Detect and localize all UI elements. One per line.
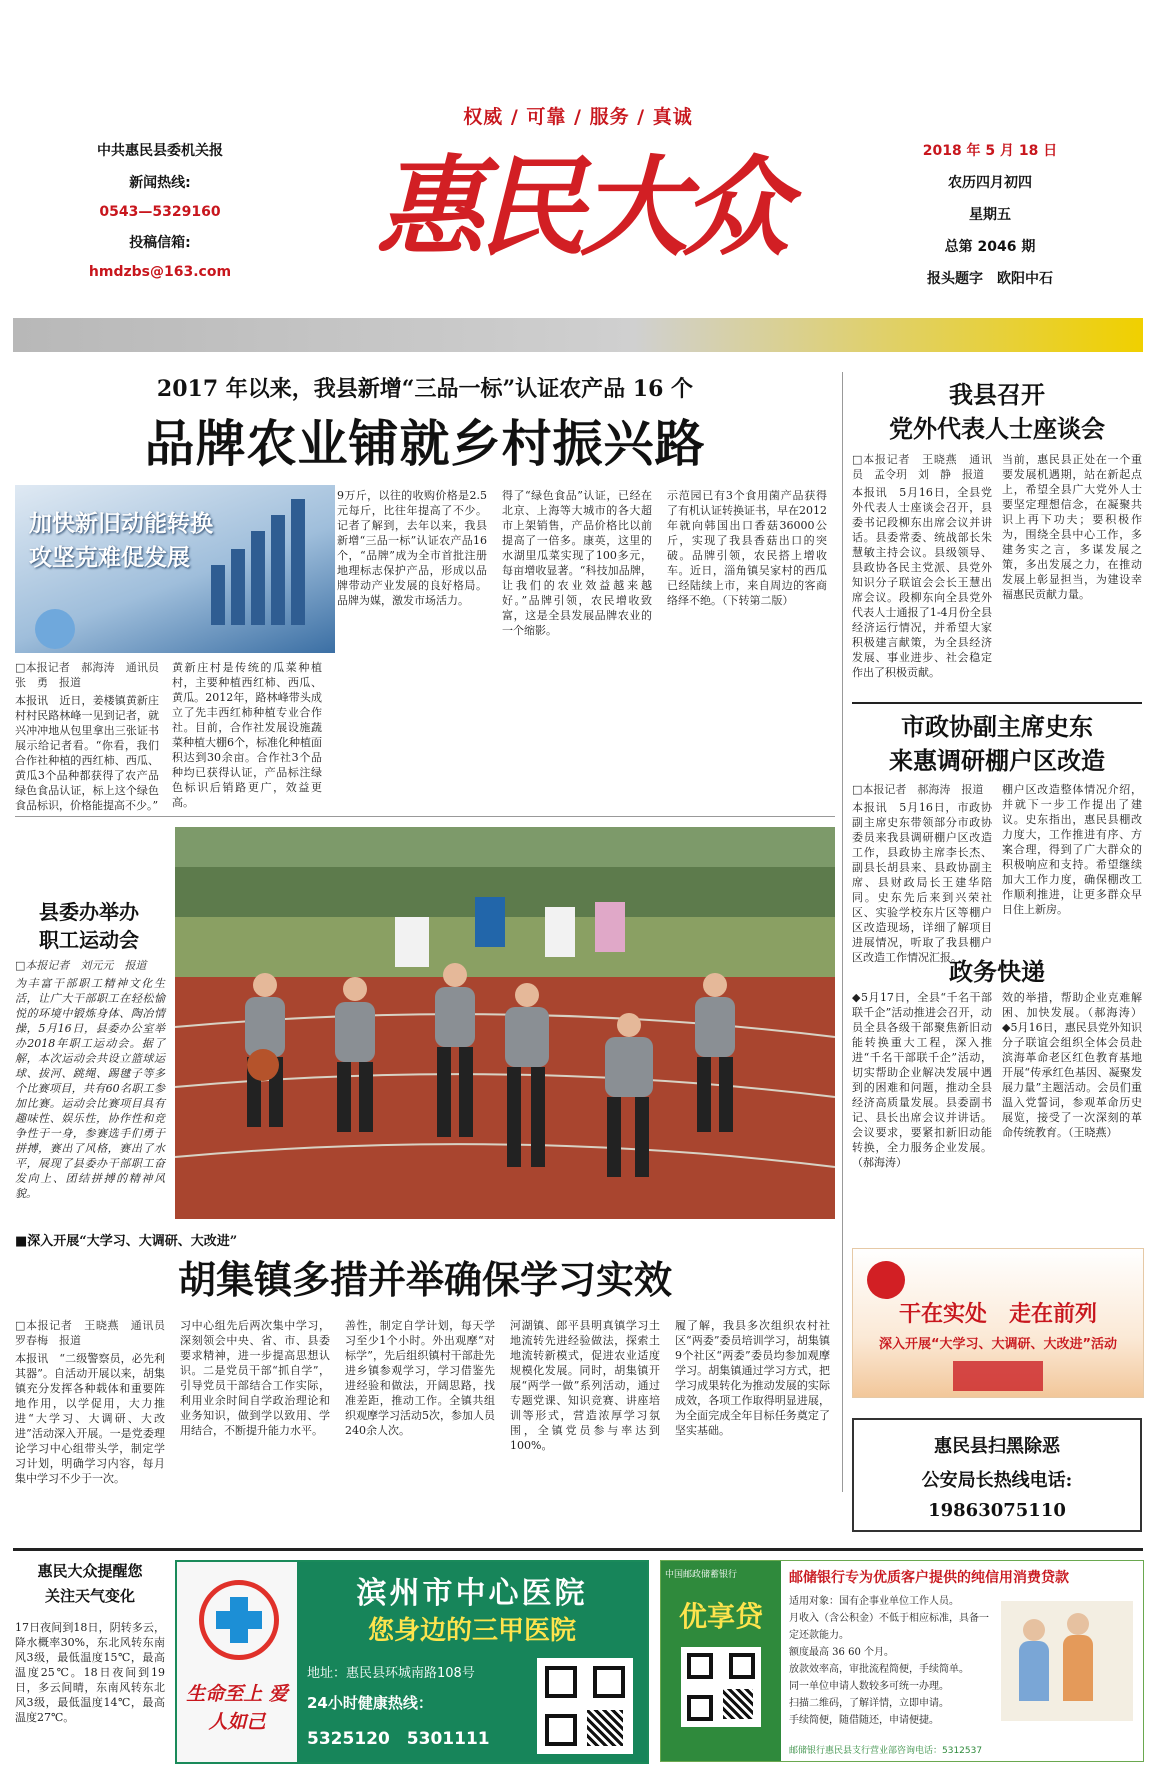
side2-headline-line1: 市政协副主席史东 (901, 712, 1093, 741)
news-col2-text: 效的举措，帮助企业克难解困、加快发展。（郝海涛）◆5月16日，惠民县党外知识分子联谊会组织全体会员赴滨海革命老区红色教育基地开展“传承红色基因、凝聚发展力量”主题活动。会员们重温入党誓词，参观革命历史展览，接受了一次深刻的革命传统教育。（王晓燕） (1002, 991, 1142, 1139)
bank-product-brand: 优享贷 (678, 1600, 763, 1633)
banner-line1: 加快新旧动能转换 (29, 511, 213, 537)
side2-column-1 (852, 782, 992, 964)
bank-ad-title: 邮储银行专为优质客户提供的纯信用消费贷款 (789, 1570, 1069, 1586)
side1-headline-line2: 党外代表人士座谈会 (889, 414, 1105, 443)
column-divider (842, 372, 843, 1492)
side2-col2-text: 棚户区改造整体情况介绍，并就下一步工作提出了建议。史东指出，惠民县棚改力度大，工作推进有序、方案合理，得到了广大群众的积极响应和支持。希望继续加大工作力度，确保棚改工作顺利推进，让更多群众早日住上新房。 (1002, 783, 1142, 916)
tipline-line1: 惠民县扫黑除恶 (934, 1436, 1060, 1457)
study-col2-text: 习中心组先后两次集中学习，深刻领会中央、省、市、县委要求精神，进一步提高思想认识。二是党员干部“抓自学”，引导党员干部结合工作实际，利用业余时间自学政治理论和业务知识，做到学以致用、学用结合，不断提升能力水平。 (180, 1319, 330, 1437)
hospital-address: 地址：惠民县环城南路108号 (307, 1666, 475, 1681)
hotline-label: 新闻热线: (129, 175, 191, 191)
weekday: 星期五 (969, 207, 1011, 223)
divider (852, 702, 1142, 704)
lead-byline: □本报记者 郝海涛 通讯员 张 勇 报道 (15, 661, 170, 689)
bank-name: 中国邮政储蓄银行 (665, 1570, 738, 1580)
masthead-bar (13, 318, 1143, 352)
bank-feature-item: 月收入（含公积金）不低于相应标准，具备一定还款能力。 (789, 1613, 989, 1641)
hospital-logo-icon (199, 1580, 279, 1660)
bank-feature-item: 放款效率高，审批流程简便，手续简单。 (789, 1664, 969, 1675)
calligraphy-credit: 报头题字 欧阳中石 (927, 271, 1053, 287)
promo-line2: 深入开展“大学习、大调研、大改进”活动 (878, 1337, 1118, 1352)
sports-photo (175, 827, 835, 1219)
side1-col1-text: 本报讯 5月16日，全县党外代表人士座谈会召开，县委书记段柳东出席会议并讲话。县委常委、统战部长朱慧敏主持会议。县级领导、县政协各民主党派、县党外知识分子联谊会会长王慧出席会议。段柳东向全县党外代表人士通报了1-4月份全县经济运行情况，并希望大家积极建言献策，为全县经济发展、事业进步、社会稳定作出了积极贡献。 (852, 486, 992, 679)
masthead-right (900, 140, 1080, 288)
email-label: 投稿信箱: (129, 235, 191, 251)
issue-number: 总第 2046 期 (944, 239, 1036, 255)
hospital-phones[interactable]: 5325120 5301111 (307, 1729, 490, 1749)
side2-headline (852, 710, 1142, 778)
news-col1-text: ◆5月17日，全县“千名干部联千企”活动推进会召开，动员全县各级干部聚焦新旧动能转换重大工程，深入推进“千名干部联千企”活动，切实帮助企业解决发展中遇到的困难和问题，推动全县经济高质量发展。县委副书记、县长出席会议并讲话。会议要求，要紧扣新旧动能转换，全力服务企业发展。（郝海涛） (852, 991, 992, 1169)
study-column-1 (15, 1318, 176, 1558)
side1-headline-line1: 我县召开 (949, 380, 1045, 409)
hospital-ad[interactable] (175, 1560, 649, 1764)
lead-headline: 品牌农业铺就乡村振兴路 (144, 415, 706, 473)
weather-title2: 关注天气变化 (44, 1587, 135, 1605)
bank-ad-features (789, 1593, 989, 1729)
hospital-motto: 生命至上 爱人如己 (186, 1683, 288, 1733)
promo-image (852, 1248, 1144, 1398)
hospital-slogan: 您身边的三甲医院 (367, 1616, 576, 1646)
lunar-date: 农历四月初四 (948, 175, 1032, 191)
masthead-title: 惠民大众 (375, 145, 784, 271)
sports-byline: □本报记者 刘元元 报道 (15, 959, 147, 972)
study-kicker: ■深入开展“大学习、大调研、大改进” (15, 1234, 238, 1249)
email-address[interactable]: hmdzbs@163.com (88, 264, 232, 280)
hotline-number[interactable]: 0543—5329160 (99, 204, 221, 220)
issue-date: 2018 年 5 月 18 日 (922, 143, 1058, 159)
hospital-hotline-label: 24小时健康热线： (307, 1694, 433, 1712)
promo-line1: 干在实处 走在前列 (898, 1301, 1097, 1327)
lead-kicker: 2017 年以来，我县新增“三品一标”认证农产品 16 个 (156, 376, 694, 402)
divider (13, 1548, 1143, 1551)
tipline-box (852, 1418, 1142, 1532)
lead-col3-text: 9万斤，以往的收购价格是2.5元每斤，比往年提高了不少。记者了解到，去年以来，我县新增“三品一标”认证农产品16个，“品牌”成为全市首批注册地理标志保护产品，形成以品牌带动产业发展的良好格局。品牌为媒，激发市场活力。 (337, 489, 487, 607)
masthead-slogan: 权威 / 可靠 / 服务 / 真诚 (463, 106, 693, 128)
study-col1-text: 本报讯 “二级警察员，必先利其器”。自活动开展以来，胡集镇充分发挥各种载体和重要阵地作用，以学促用，大力推进“大学习、大调研、大改进”活动深入开展。一是党委理论学习中心组带头学，制定学习计划，明确学习内容，每月集中学习不少于一次。 (15, 1352, 165, 1485)
side1-byline: □本报记者 王晓燕 通讯员 孟令玥 刘 静 报道 (852, 453, 992, 481)
side1-col2-text: 当前，惠民县正处在一个重要发展机遇期，站在新起点上，希望全县广大党外人士要坚定理想信念，在凝聚共识上再下功夫；要积极作为，围绕全县中心工作，多建务实之言，多谋发展之策，多出发展之力，在推动发展上彰显担当，为建设幸福惠民贡献力量。 (1002, 453, 1142, 601)
side2-byline: □本报记者 郝海涛 报道 (852, 783, 984, 796)
bank-ad-footer: 邮储银行惠民县支行营业部咨询电话：5312537 (789, 1746, 983, 1756)
side2-headline-line2: 来惠调研棚户区改造 (889, 746, 1105, 775)
bank-qr-code-icon[interactable] (681, 1647, 761, 1727)
lead-column-1 (15, 660, 170, 821)
sports-column (15, 958, 165, 1213)
study-byline: □本报记者 王晓燕 通讯员 罗春梅 报道 (15, 1319, 176, 1347)
tipline-line2: 公安局长热线电话: (921, 1470, 1073, 1491)
party-emblem-icon (867, 1261, 905, 1299)
study-col4-text: 河湖镇、郎平县明真镇学习土地流转先进经验做法，探索土地流转新模式，促进农业适度规模化发展。同时，胡集镇开展“两学一做”系列活动，通过专题党课、知识竞赛、讲座培训等形式，营造浓厚学习氛围，全镇党员参与率达到100%。 (510, 1319, 660, 1452)
lead-col2-text: 黄新庄村是传统的瓜菜种植村，主要种植西红柿、西瓜、黄瓜。2012年，路林峰带头成立了先丰西红柿种植专业合作社。目前，合作社发展设施蔬菜种植大棚6个，标准化种植面积达到30余亩。合作社3个品种均已获得认证，产品标注绿色标识后销路更广，效益更高。 (172, 661, 322, 809)
lead-col5-text: 示范园已有3个食用菌产品获得了有机认证转换证书，早在2012年就向韩国出口香菇36000公斤，实现了我县香菇出口的突破。品牌引领，农民搭上增收车。近日，淄角镇吴家村的西瓜已经陆续上市，来自周边的客商络绎不绝。（下转第二版） (667, 489, 827, 607)
side1-headline (852, 378, 1142, 446)
lead-banner-image (15, 485, 335, 653)
bank-feature-item: 扫描二维码，了解详情，立即申请。 (789, 1698, 949, 1709)
sports-headline-line2: 职工运动会 (39, 928, 139, 952)
bank-feature-item: 手续简便，随借随还，申请便捷。 (789, 1715, 939, 1726)
weather-title1: 惠民大众提醒您 (37, 1562, 143, 1580)
study-headline: 胡集镇多措并举确保学习实效 (177, 1257, 672, 1302)
lead-col1-text: 本报讯 近日，姜楼镇黄新庄村村民路林峰一见到记者，就兴冲冲地从包里拿出三张证书展示给记者看。“你看，我们合作社种植的西红柿、西瓜、黄瓜3个品种都获得了农产品绿色食品认证，标上这个绿色食品标识，价格能提高不少。” (15, 694, 159, 812)
org-name: 中共惠民县委机关报 (97, 143, 223, 159)
bank-ad[interactable] (660, 1560, 1144, 1762)
bank-illustration (1001, 1601, 1133, 1721)
banner-line2: 攻坚克难促发展 (29, 545, 190, 571)
weather-box (15, 1560, 165, 1756)
tipline-phone[interactable]: 19863075110 (928, 1500, 1066, 1521)
tiananmen-graphic (953, 1361, 1043, 1391)
sports-photo-drawing (175, 827, 835, 1219)
weather-body: 17日夜间到18日，阴转多云，降水概率30%，东北风转东南风3级，最低温度15℃，最高温度25℃。18日夜间到19日，多云间晴，东南风转东北风3级，最低温度14℃，最高温度27℃。 (15, 1621, 165, 1724)
bank-feature-item: 额度最高 36 60 个月。 (789, 1647, 894, 1658)
hospital-logo-panel (177, 1562, 297, 1762)
hospital-name: 滨州市中心医院 (356, 1576, 588, 1611)
hospital-qr-code-icon[interactable] (537, 1658, 633, 1754)
news-title: 政务快递 (949, 957, 1045, 986)
masthead-left (60, 140, 260, 280)
sports-body-text: 为丰富干部职工精神文化生活，让广大干部职工在轻松愉悦的环境中锻炼身体、陶冶情操，5月16日，县委办公室举办2018年职工运动会。据了解，本次运动会共设立篮球运球、拔河、跳绳、踢毽子等多个比赛项目，共有60名职工参加比赛。运动会比赛项目具有趣味性、娱乐性，协作性和竞争性于一身，参赛选手们勇于拼搏，赛出了风格，赛出了水平，展现了县委办干部职工奋发向上、团结拼搏的精神风貌。 (15, 977, 165, 1200)
bank-feature-item: 同一单位申请人数较多可统一办理。 (789, 1681, 949, 1692)
hospital-info-panel (297, 1562, 647, 1762)
study-col3-text: 善性，制定自学计划，每天学习至少1个小时。外出观摩“对标学”，先后组织镇村干部赴先进乡镇参观学习，学习借鉴先进经验和做法，开阔思路，找准差距，推动工作。全镇共组织观摩学习活动5次，参加人员240余人次。 (345, 1319, 495, 1437)
side2-col1-text: 本报讯 5月16日，市政协副主席史东带领部分市政协委员来我县调研棚户区改造工作，县政协主席李长杰、副县长胡县来、县政协副主席、县财政局长王建华陪同。史东先后来到兴荣社区、实验学校东片区等棚户区改造现场，详细了解项目进展情况，听取了我县棚户区改造工作情况汇报。 (852, 801, 992, 964)
divider (15, 816, 835, 817)
side1-column-1 (852, 452, 992, 692)
bank-brand-panel (661, 1561, 781, 1761)
study-col5-text: 履了解，我县多次组织农村社区“两委”委员培训学习，胡集镇9个社区“两委”委员均参加观摩学习。胡集镇通过学习方式，把学习成果转化为推动发展的实际成效，各项工作取得明显进展，为全面完成全年目标任务奠定了坚实基础。 (675, 1319, 830, 1437)
lead-col4-text: 得了“绿色食品”认证，已经在北京、上海等大城市的各大超市上架销售，产品价格比以前提高了一倍多。康英，这里的水湖里瓜菜实现了100多元，每亩增收显著。“科技加品牌，让我们的农业效益越来越好。”品牌引领，农民增收致富，这是全县发展品牌农业的一个缩影。 (502, 489, 652, 637)
sports-headline (15, 898, 163, 954)
sports-headline-line1: 县委办举办 (39, 900, 139, 924)
bank-feature-item: 适用对象：国有企事业单位工作人员。 (789, 1596, 959, 1607)
